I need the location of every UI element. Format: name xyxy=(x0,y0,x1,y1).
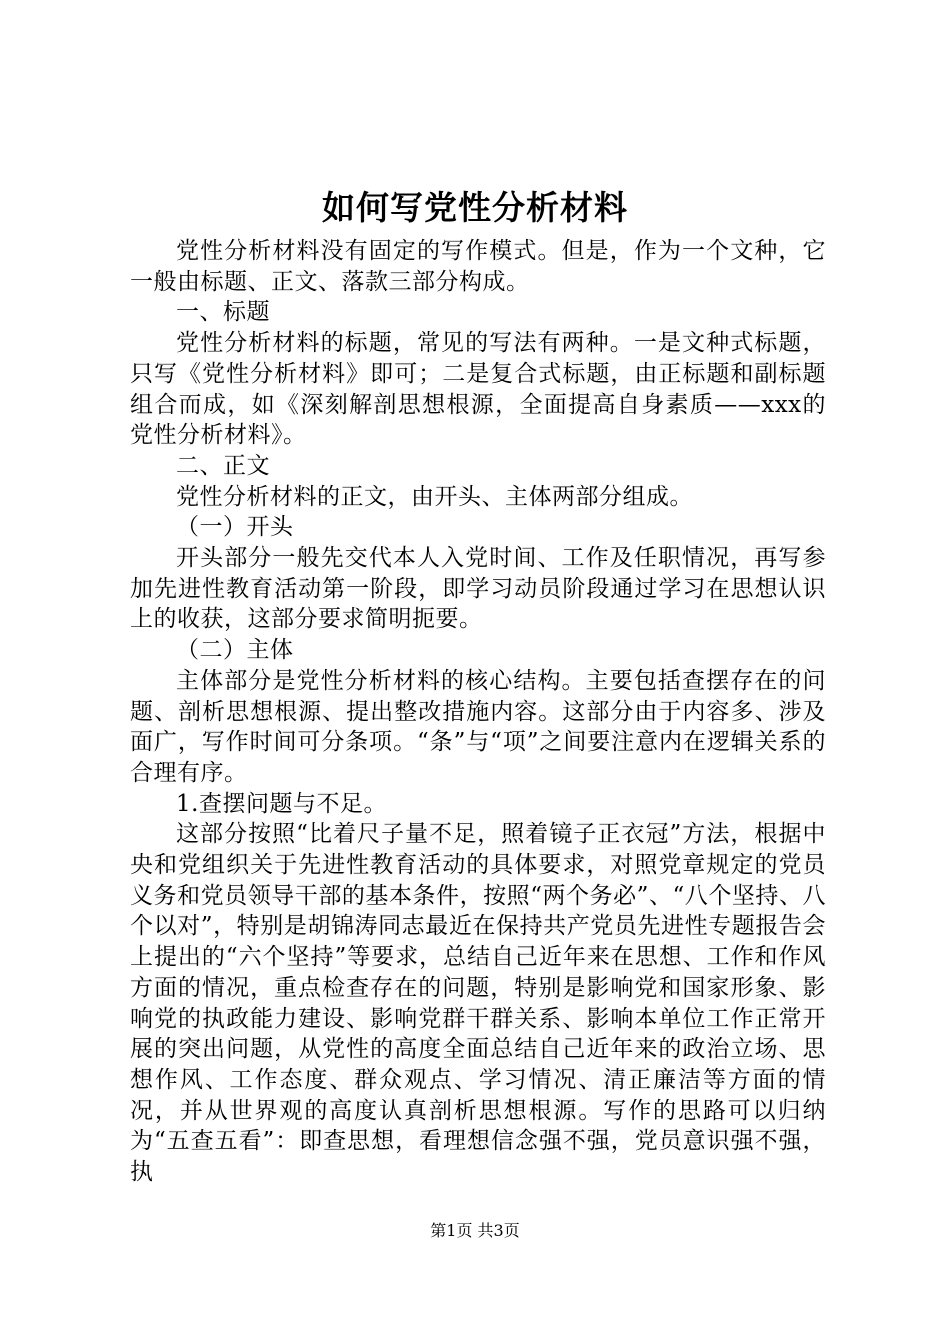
document-body xyxy=(130,236,826,1188)
paragraph-body-parts: 党性分析材料的正文，由开头、主体两部分组成。 xyxy=(176,483,693,510)
page-title: 如何写党性分析材料 xyxy=(322,188,628,227)
paragraph-main-body: 主体部分是党性分析材料的核心结构。主要包括查摆存在的问题、剖析思想根源、提出整改措施内容。这部分由于内容多、涉及面广，写作时间可分条项。“条”与“项”之间要注意内在逻辑关系的合理有序。 xyxy=(130,667,826,786)
paragraph-problems: 这部分按照“比着尺子量不足，照着镜子正衣冠”方法，根据中央和党组织关于先进性教育活动的具体要求，对照党章规定的党员义务和党员领导干部的基本条件，按照“两个务必”、“八个坚持、八个以对”，特别是胡锦涛同志最近在保持共产党员先进性专题报告会上提出的“六个坚持”等要求，总结自己近年来在思想、工作和作风方面的情况，重点检查存在的问题，特别是影响党和国家形象、影响党的执政能力建设、影响党群干群关系、影响本单位工作正常开展的突出问题，从党性的高度全面总结自己近年来的政治立场、思想作风、工作态度、群众观点、学习情况、清正廉洁等方面的情况，并从世界观的高度认真剖析思想根源。写作的思路可以归纳为“五查五看”：即查思想，看理想信念强不强，党员意识强不强，执 xyxy=(130,821,826,1186)
page-footer: 第1页 共3页 xyxy=(430,1221,520,1240)
paragraph-title-forms: 党性分析材料的标题，常见的写法有两种。一是文种式标题，只写《党性分析材料》即可；二是复合式标题，由正标题和副标题组合而成，如《深刻解剖思想根源，全面提高自身素质——xxx的党性分析材料》。 xyxy=(130,330,826,449)
heading-title-section: 一、标题 xyxy=(176,299,270,326)
paragraph-opening: 开头部分一般先交代本人入党时间、工作及任职情况，再写参加先进性教育活动第一阶段，即学习动员阶段通过学习在思想认识上的收获，这部分要求简明扼要。 xyxy=(130,545,826,633)
paragraph-intro: 党性分析材料没有固定的写作模式。但是，作为一个文种，它一般由标题、正文、落款三部分构成。 xyxy=(130,238,826,295)
heading-problems: 1.查摆问题与不足。 xyxy=(176,790,387,817)
heading-main-body: （二）主体 xyxy=(176,637,294,664)
heading-opening: （一）开头 xyxy=(176,514,294,541)
heading-body-section: 二、正文 xyxy=(176,452,270,479)
